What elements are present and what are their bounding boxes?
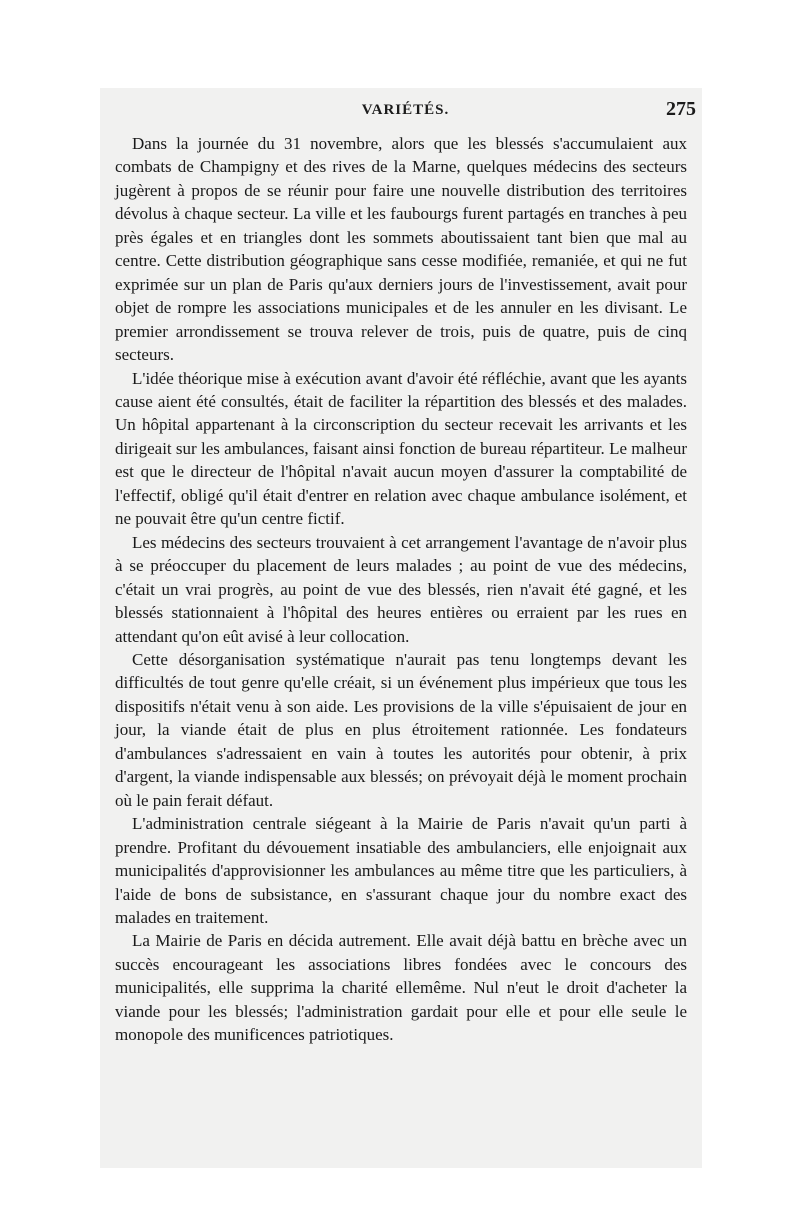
page-number: 275 — [666, 98, 696, 120]
paragraph: L'administration centrale siégeant à la Mairie de Paris n'avait qu'un parti à prendre. Profitant du dévouement insatiable des ambulanciers, elle enjoignait aux municipalités d'approvisionner les ambulances au même titre que les particuliers, à l'aide de bons de subsistance, en s'assurant chaque jour du nombre exact des malades en traitement. — [115, 814, 687, 927]
paragraph: Cette désorganisation systématique n'aurait pas tenu longtemps devant les difficultés de tout genre qu'elle créait, si un événement plus impérieux que tous les dispositifs n'était venu à son aide. Les provisions de la ville s'épuisaient de jour en jour, la viande était de plus en plus étroitement rationnée. Les fondateurs d'ambulances s'adressaient en vain à toutes les autorités pour obtenir, à prix d'argent, la viande indispensable aux blessés; on prévoyait déjà le moment prochain où le pain ferait défaut. — [115, 649, 687, 810]
paragraph: La Mairie de Paris en décida autrement. Elle avait déjà battu en brèche avec un succès encourageant les associations libres fondées avec le concours des municipalités, elle supprima la charité ellemême. Nul n'eut le droit d'acheter la viande pour les blessés; l'administration gardait pour elle et pour elle seule le monopole des munificences patriotiques. — [115, 931, 687, 1045]
book-page — [100, 88, 702, 1168]
paragraph: Dans la journée du 31 novembre, alors que les blessés s'accumulaient aux combats de Champigny et des rives de la Marne, quelques médecins des secteurs jugèrent à propos de se réunir pour faire une nouvelle distribution des territoires dévolus à chaque secteur. La ville et les faubourgs furent partagés en tranches à peu près égales et en triangles dont les sommets aboutissaient tant bien que mal au centre. Cette distribution géographique sans cesse modifiée, remaniée, et qui ne fut exprimée sur un plan de Paris qu'aux derniers jours de l'investissement, avait pour objet de rompre les associations municipales et de les annuler en les divisant. Le premier arrondissement se trouva relever de trois, puis de quatre, puis de cinq secteurs. — [115, 134, 687, 365]
paragraph: L'idée théorique mise à exécution avant d'avoir été réfléchie, avant que les ayants cause aient été consultés, était de faciliter la répartition des blessés et des malades. Un hôpital appartenant à la circonscription du secteur recevait les arrivants et les dirigeait sur les ambulances, faisant ainsi fonction de bureau répartiteur. Le malheur est que le directeur de l'hôpital n'avait aucun moyen d'assurer la comptabilité de l'effectif, obligé qu'il était d'entrer en relation avec chaque ambulance isolément, et ne pouvait être qu'un centre fictif. — [115, 368, 687, 529]
page-header — [115, 100, 696, 126]
body-text — [115, 132, 687, 1047]
paragraph: Les médecins des secteurs trouvaient à cet arrangement l'avantage de n'avoir plus à se préoccuper du placement de leurs malades ; au point de vue des médecins, c'était un vrai progrès, au point de vue des blessés, rien n'avait été gagné, et les blessés stationnaient à l'hôpital des heures entières ou erraient par les rues en attendant qu'on eût avisé à leur collocation. — [115, 532, 687, 646]
running-head: VARIÉTÉS. — [361, 102, 450, 118]
